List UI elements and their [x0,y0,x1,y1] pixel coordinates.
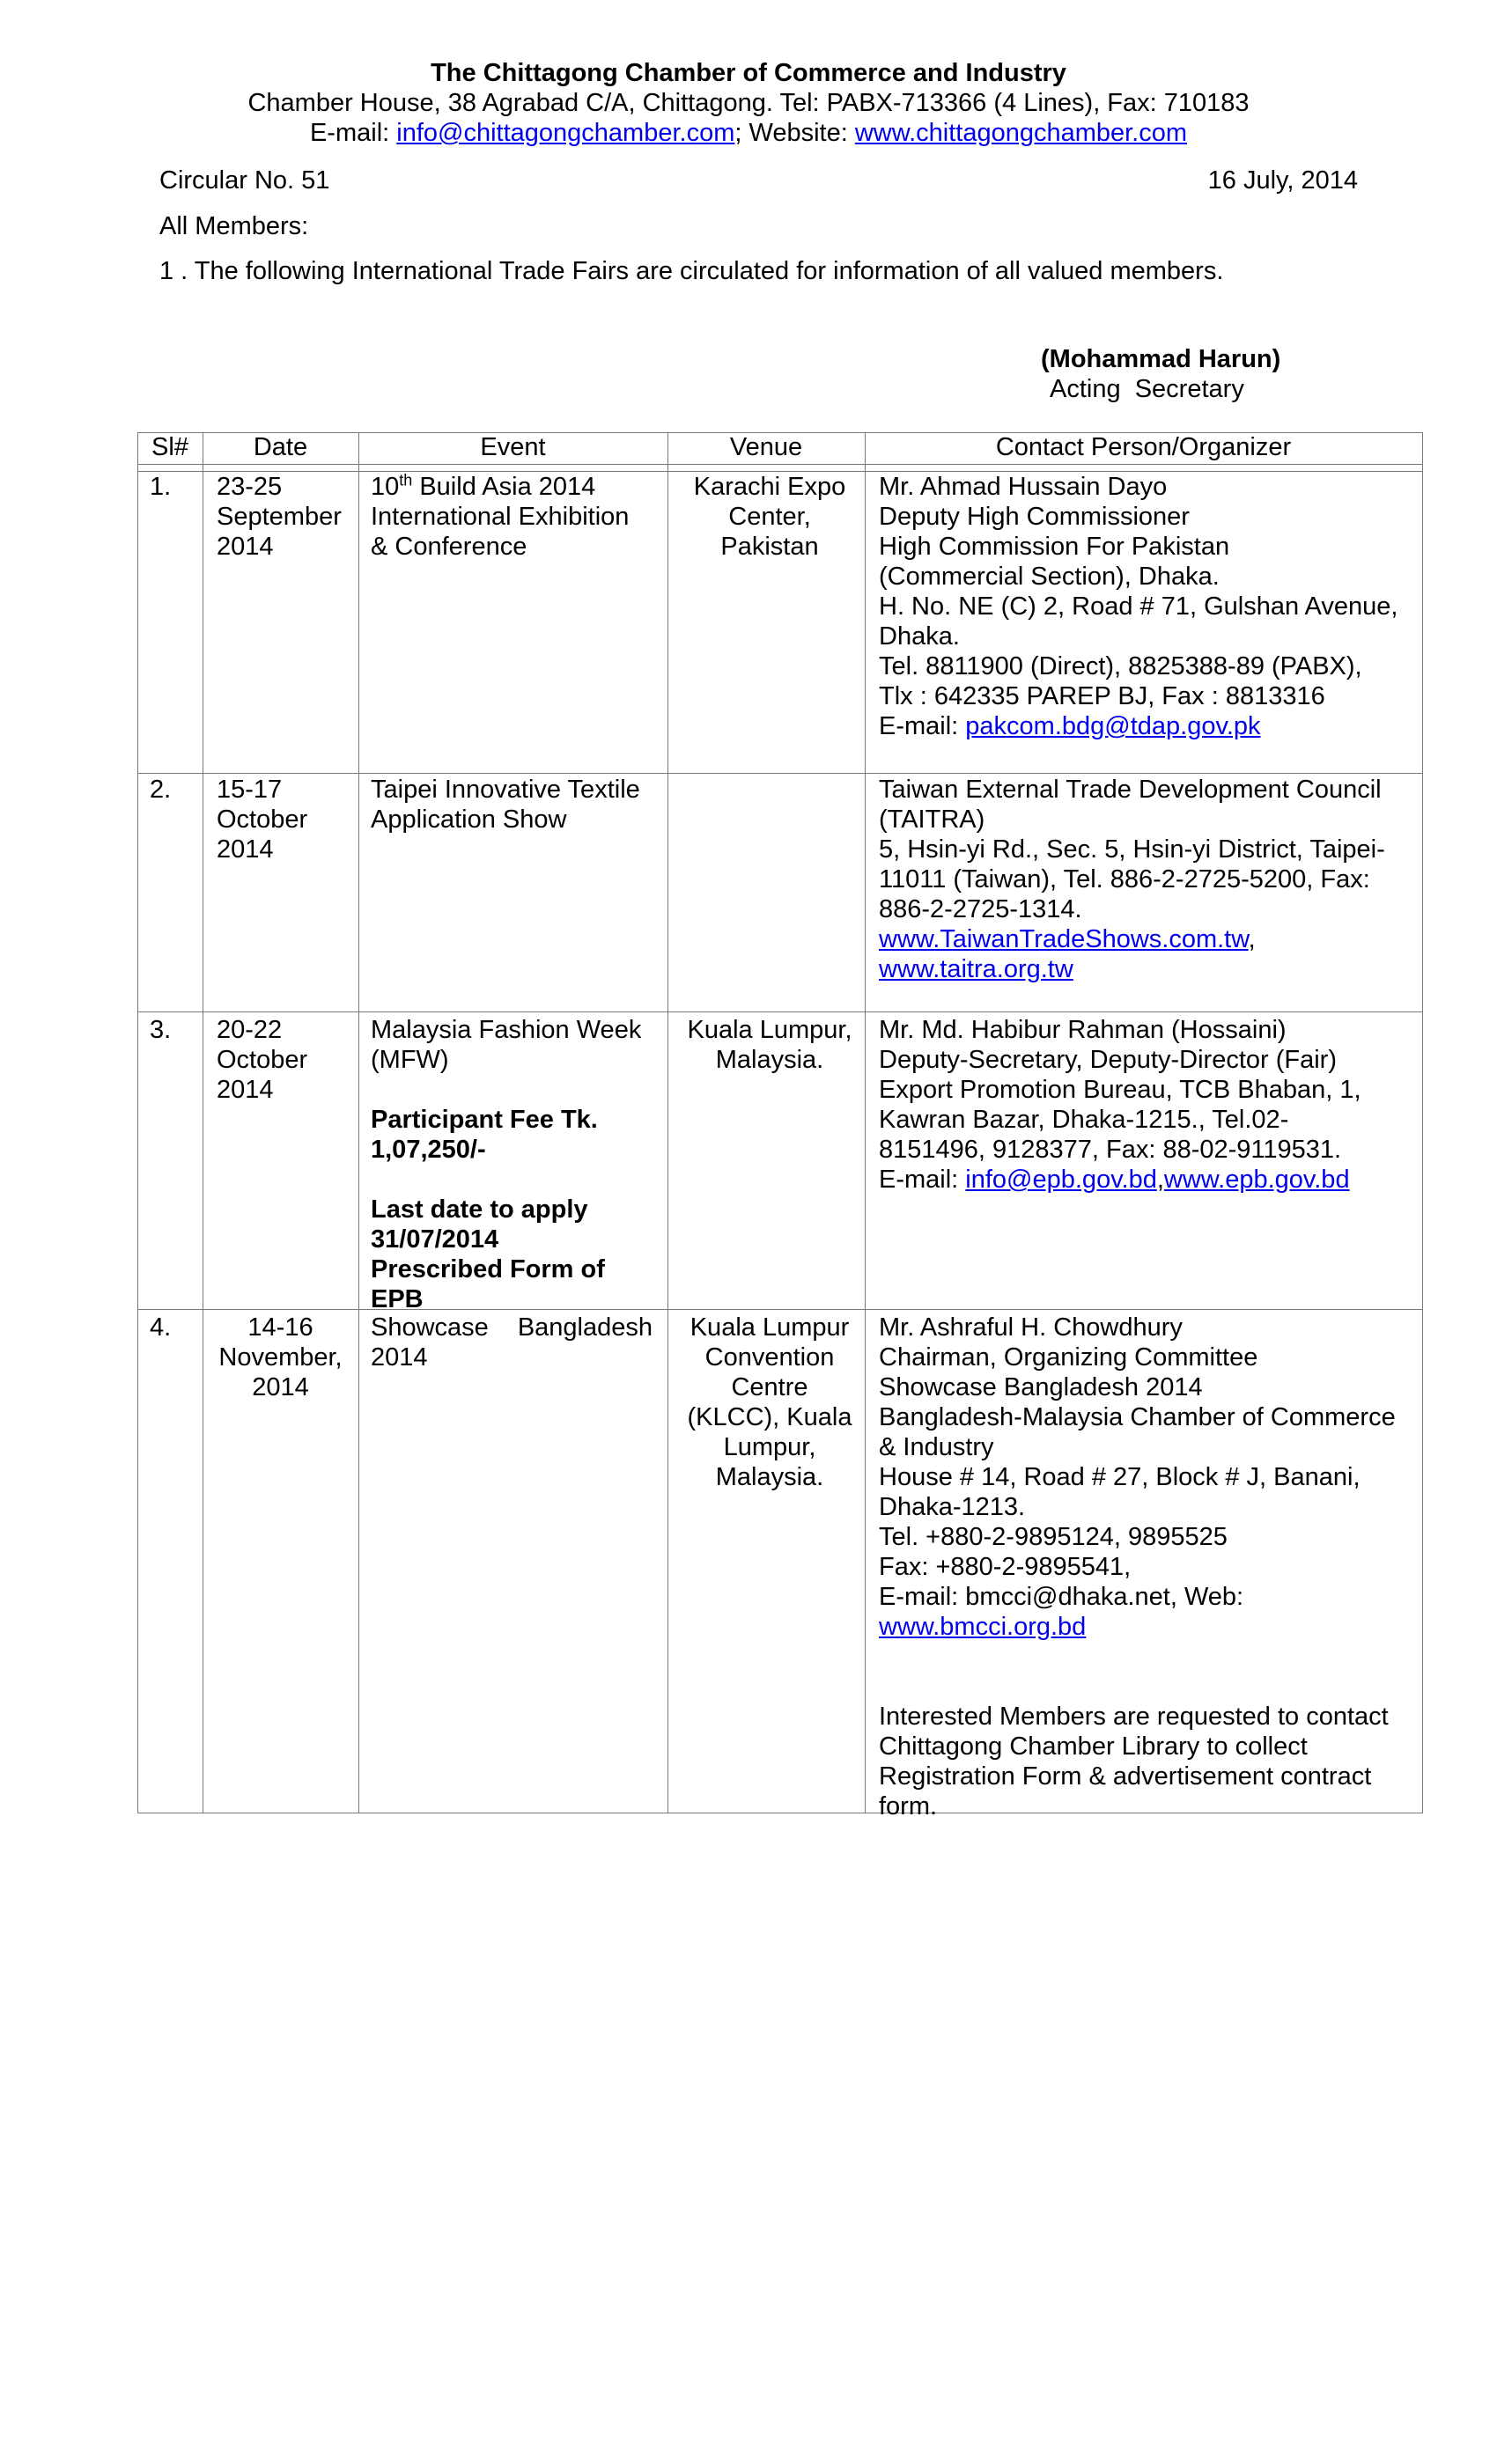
contact-line: E-mail: bmcci@dhaka.net, Web: [879,1583,1244,1611]
contact-line [879,954,1414,984]
signer-title: Acting Secretary [1050,375,1244,403]
event-line [371,472,668,502]
contact-line: Chairman, Organizing Committee [879,1343,1258,1372]
organization-contact [0,118,1497,148]
contact-line: Mr. Ahmad Hussain Dayo [879,473,1168,501]
contact-line: (Commercial Section), Dhaka. [879,563,1220,591]
row-event [371,775,668,835]
date-line: 2014 [252,1373,309,1401]
circular-date: 16 July, 2014 [1207,166,1358,195]
separator: , [1156,1166,1164,1194]
website-label: ; Website: [734,119,855,147]
column-header-event: Event [480,433,546,461]
row-date [217,775,344,864]
column-header-contact: Contact Person/Organizer [995,433,1292,461]
contact-line: Tel. 8811900 (Direct), 8825388-89 (PABX), [879,652,1362,680]
organization-address: Chamber House, 38 Agrabad C/A, Chittagong. Tel: PABX-713366 (4 Lines), Fax: 710183 [247,89,1250,117]
date-line: 23-25 [217,473,283,501]
venue-line: Kuala Lumpur, [687,1016,852,1044]
event-line: International Exhibition [371,503,630,531]
venue-line: Centre [731,1373,808,1401]
email-link[interactable]: info@chittagongchamber.com [396,119,735,147]
contact-line: (TAITRA) [879,805,985,834]
contact-line: Fax: +880-2-9895541, [879,1553,1132,1581]
participant-fee-line: Participant Fee Tk. [371,1106,598,1134]
contact-line [879,924,1414,954]
bmcci-website-link[interactable]: www.bmcci.org.bd [879,1613,1087,1641]
row-date [217,1015,344,1105]
event-title-rest: Build Asia 2014 [412,473,596,501]
circular-number: Circular No. 51 [159,166,330,195]
trade-fairs-table [137,432,1423,1820]
date-line: 2014 [217,1076,274,1104]
contact-line: 11011 (Taiwan), Tel. 886-2-2725-5200, Fax: [879,865,1370,894]
event-word: Showcase [371,1313,489,1342]
contact-line: High Commission For Pakistan [879,533,1230,561]
table-rule [137,464,1423,465]
column-header-venue: Venue [729,433,803,461]
row-event [371,1313,668,1372]
table-rule [358,432,359,1813]
contact-line: Export Promotion Bureau, TCB Bhaban, 1, [879,1076,1361,1104]
date-line: 20-22 [217,1016,283,1044]
row-serial: 1. [150,473,172,501]
form-line: EPB [371,1285,424,1313]
contact-line: & Industry [879,1433,994,1461]
row-event [371,1015,668,1314]
row-serial: 2. [150,776,172,804]
contact-line: 886-2-2725-1314. [879,895,1082,923]
contact-line: Kawran Bazar, Dhaka-1215., Tel.02- [879,1106,1289,1134]
row-venue [671,1313,868,1492]
contact-line [879,711,1414,741]
column-header-date: Date [253,433,308,461]
email-label: E-mail: [879,712,966,740]
separator: , [1248,925,1256,953]
row-contact [879,1313,1414,1821]
event-line: Malaysia Fashion Week [371,1016,642,1044]
event-line: (MFW) [371,1046,449,1074]
date-line: 14-16 [247,1313,313,1342]
deadline-date: 31/07/2014 [371,1225,499,1254]
email-label: E-mail: [309,119,397,147]
contact-line: Tlx : 642335 PAREP BJ, Fax : 8813316 [879,682,1325,710]
event-word: Bangladesh [517,1313,653,1342]
contact-line: Dhaka. [879,622,960,651]
event-line: 2014 [371,1343,428,1372]
row-serial: 3. [150,1016,172,1044]
contact-line: Deputy High Commissioner [879,503,1190,531]
deadline-label: Last date to apply [371,1195,588,1224]
contact-email-link[interactable]: pakcom.bdg@tdap.gov.pk [965,712,1261,740]
column-header-sl: Sl# [151,433,188,461]
contact-line: 5, Hsin-yi Rd., Sec. 5, Hsin-yi District, Taipei- [879,835,1385,864]
venue-line: Kuala Lumpur [690,1313,850,1342]
contact-line: Mr. Ashraful H. Chowdhury [879,1313,1183,1342]
event-line: & Conference [371,533,527,561]
contact-line [879,1612,1414,1642]
table-rule [137,1309,1423,1310]
form-line: Prescribed Form of [371,1255,605,1283]
contact-line: Taiwan External Trade Development Council [879,776,1382,804]
event-line: Application Show [371,805,567,834]
table-rule [137,432,138,1813]
website-link[interactable]: www.chittagongchamber.com [854,119,1188,147]
taiwan-tradeshows-link[interactable]: www.TaiwanTradeShows.com.tw [879,925,1249,953]
row-date [217,1313,344,1402]
note-line: Chittagong Chamber Library to collect [879,1732,1308,1761]
row-event [371,472,668,562]
epb-website-link[interactable]: www.epb.gov.bd [1163,1166,1350,1194]
letterhead [0,58,1497,148]
venue-line: Center, [728,503,811,531]
event-ordinal-number: 10 [371,473,400,501]
event-line [371,1313,653,1342]
contact-line: Tel. +880-2-9895124, 9895525 [879,1523,1228,1551]
table-rule [137,1011,1423,1012]
row-contact [879,1015,1414,1195]
contact-line: Dhaka-1213. [879,1493,1026,1521]
date-line: September [217,503,342,531]
intro-text: 1 . The following International Trade Fairs are circulated for information of all valued members. [159,257,1224,285]
contact-line: H. No. NE (C) 2, Road # 71, Gulshan Avenue, [879,592,1398,621]
table-rule [1422,432,1423,1813]
contact-line: Showcase Bangladesh 2014 [879,1373,1203,1401]
contact-line: House # 14, Road # 27, Block # J, Banani, [879,1463,1361,1491]
note-line: form. [879,1792,938,1820]
date-line: 2014 [217,533,274,561]
date-line: October [217,805,308,834]
event-line: Taipei Innovative Textile [371,776,640,804]
email-label: E-mail: [879,1166,966,1194]
venue-line: Convention [704,1343,835,1372]
row-venue [671,1015,868,1075]
row-venue [671,472,868,562]
venue-line: Karachi Expo [693,473,846,501]
contact-line: 8151496, 9128377, Fax: 88-02-9119531. [879,1136,1342,1164]
row-contact [879,775,1414,984]
epb-email-link[interactable]: info@epb.gov.bd [965,1166,1157,1194]
date-line: October [217,1046,308,1074]
salutation: All Members: [159,212,309,240]
venue-line: (KLCC), Kuala [687,1403,852,1431]
note-line: Registration Form & advertisement contract [879,1762,1372,1791]
signer-name: (Mohammad Harun) [1041,345,1281,373]
venue-line: Malaysia. [715,1463,824,1491]
contact-line [879,1165,1414,1195]
table-rule [137,773,1423,774]
participant-fee-amount: 1,07,250/- [371,1136,486,1164]
contact-line: Bangladesh-Malaysia Chamber of Commerce [879,1403,1396,1431]
note-line: Interested Members are requested to contact [879,1703,1389,1731]
date-line: 2014 [217,835,274,864]
venue-line: Lumpur, [723,1433,816,1461]
row-serial: 4. [150,1313,172,1342]
contact-line: Mr. Md. Habibur Rahman (Hossaini) [879,1016,1287,1044]
venue-line: Malaysia. [715,1046,824,1074]
event-ordinal-suffix: th [399,471,413,489]
organization-title: The Chittagong Chamber of Commerce and Industry [431,59,1066,87]
date-line: 15-17 [217,776,283,804]
contact-line: Deputy-Secretary, Deputy-Director (Fair) [879,1046,1337,1074]
row-contact [879,472,1414,741]
date-line: November, [218,1343,343,1372]
row-date [217,472,344,562]
venue-line: Pakistan [720,533,819,561]
table-rule [865,432,866,1813]
taitra-link[interactable]: www.taitra.org.tw [879,955,1073,983]
